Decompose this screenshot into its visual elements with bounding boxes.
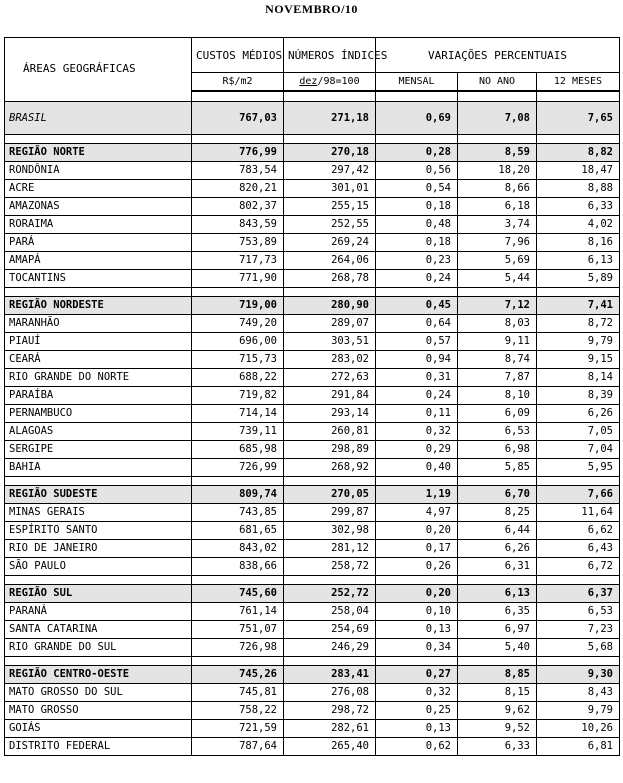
state-row	[5, 387, 620, 405]
area-name: BRASIL	[5, 102, 192, 135]
numero-indice: 298,72	[284, 702, 376, 720]
spacer-cell	[192, 576, 284, 585]
state-name: RORAIMA	[5, 216, 192, 234]
spacer-cell	[5, 135, 192, 144]
variacao-no-ano: 6,44	[458, 522, 537, 540]
variacao-no-ano: 6,13	[458, 585, 537, 603]
spacer-cell	[458, 576, 537, 585]
state-row	[5, 603, 620, 621]
variacao-12-meses: 5,89	[537, 270, 620, 288]
numero-indice: 303,51	[284, 333, 376, 351]
header-no-ano: NO ANO	[458, 73, 537, 92]
variacao-12-meses: 8,14	[537, 369, 620, 387]
state-name: AMAPÁ	[5, 252, 192, 270]
numero-indice: 252,55	[284, 216, 376, 234]
variacao-12-meses: 6,33	[537, 198, 620, 216]
region-row	[5, 486, 620, 504]
spacer-cell	[5, 288, 192, 297]
variacao-mensal: 0,18	[376, 234, 458, 252]
variacao-no-ano: 9,52	[458, 720, 537, 738]
state-name: DISTRITO FEDERAL	[5, 738, 192, 756]
variacao-mensal: 0,31	[376, 369, 458, 387]
spacer-cell	[5, 657, 192, 666]
variacao-12-meses: 10,26	[537, 720, 620, 738]
state-name: PARANÁ	[5, 603, 192, 621]
numero-indice: 291,84	[284, 387, 376, 405]
state-name: AMAZONAS	[5, 198, 192, 216]
variacao-12-meses: 8,39	[537, 387, 620, 405]
variacao-no-ano: 5,69	[458, 252, 537, 270]
spacer-cell	[458, 91, 537, 102]
cost-table	[4, 37, 620, 756]
variacao-mensal: 0,20	[376, 585, 458, 603]
table-body	[5, 91, 620, 756]
state-name: MARANHÃO	[5, 315, 192, 333]
custo-medio: 717,73	[192, 252, 284, 270]
state-row	[5, 369, 620, 387]
numero-indice: 293,14	[284, 405, 376, 423]
spacer-cell	[537, 576, 620, 585]
header-mensal: MENSAL	[376, 73, 458, 92]
variacao-mensal: 0,62	[376, 738, 458, 756]
custo-medio: 783,54	[192, 162, 284, 180]
variacao-12-meses: 7,66	[537, 486, 620, 504]
spacer-row	[5, 288, 620, 297]
variacao-no-ano: 6,09	[458, 405, 537, 423]
custo-medio: 743,85	[192, 504, 284, 522]
numero-indice: 270,05	[284, 486, 376, 504]
spacer-cell	[5, 477, 192, 486]
variacao-12-meses: 6,13	[537, 252, 620, 270]
state-name: PERNAMBUCO	[5, 405, 192, 423]
variacao-no-ano: 8,59	[458, 144, 537, 162]
state-row	[5, 252, 620, 270]
variacao-12-meses: 6,53	[537, 603, 620, 621]
spacer-cell	[192, 135, 284, 144]
header-row	[5, 38, 620, 73]
header-numeros-unit	[284, 73, 376, 92]
variacao-mensal: 0,17	[376, 540, 458, 558]
variacao-mensal: 0,32	[376, 684, 458, 702]
numero-indice: 268,92	[284, 459, 376, 477]
variacao-mensal: 0,34	[376, 639, 458, 657]
numero-indice: 298,89	[284, 441, 376, 459]
state-name: ESPÍRITO SANTO	[5, 522, 192, 540]
variacao-no-ano: 18,20	[458, 162, 537, 180]
variacao-12-meses: 7,23	[537, 621, 620, 639]
state-row	[5, 180, 620, 198]
state-row	[5, 522, 620, 540]
state-row	[5, 423, 620, 441]
custo-medio: 714,14	[192, 405, 284, 423]
variacao-12-meses: 6,43	[537, 540, 620, 558]
variacao-12-meses: 7,04	[537, 441, 620, 459]
spacer-cell	[376, 477, 458, 486]
variacao-12-meses: 8,43	[537, 684, 620, 702]
variacao-12-meses: 9,79	[537, 702, 620, 720]
state-row	[5, 234, 620, 252]
variacao-mensal: 0,28	[376, 144, 458, 162]
variacao-mensal: 0,32	[376, 423, 458, 441]
spacer-cell	[376, 657, 458, 666]
state-row	[5, 558, 620, 576]
spacer-cell	[284, 135, 376, 144]
custo-medio: 685,98	[192, 441, 284, 459]
numero-indice: 283,02	[284, 351, 376, 369]
numero-indice: 299,87	[284, 504, 376, 522]
variacao-no-ano: 8,15	[458, 684, 537, 702]
state-row	[5, 720, 620, 738]
state-row	[5, 639, 620, 657]
numero-indice: 301,01	[284, 180, 376, 198]
header-numeros-unit-base: /98=100	[317, 76, 360, 87]
spacer-cell	[376, 91, 458, 102]
header-numeros-unit-dez: dez	[299, 76, 318, 87]
state-row	[5, 459, 620, 477]
state-name: GOIÁS	[5, 720, 192, 738]
state-row	[5, 441, 620, 459]
numero-indice: 265,40	[284, 738, 376, 756]
numero-indice: 276,08	[284, 684, 376, 702]
variacao-no-ano: 6,26	[458, 540, 537, 558]
state-name: RONDÔNIA	[5, 162, 192, 180]
spacer-cell	[284, 576, 376, 585]
state-row	[5, 315, 620, 333]
spacer-cell	[458, 288, 537, 297]
numero-indice: 289,07	[284, 315, 376, 333]
spacer-cell	[5, 91, 192, 102]
spacer-cell	[284, 477, 376, 486]
region-row	[5, 297, 620, 315]
header-12-meses: 12 MESES	[537, 73, 620, 92]
numero-indice: 260,81	[284, 423, 376, 441]
custo-medio: 776,99	[192, 144, 284, 162]
custo-medio: 753,89	[192, 234, 284, 252]
variacao-no-ano: 6,98	[458, 441, 537, 459]
region-name: REGIÃO NORTE	[5, 144, 192, 162]
variacao-mensal: 0,13	[376, 621, 458, 639]
state-name: SANTA CATARINA	[5, 621, 192, 639]
numero-indice: 283,41	[284, 666, 376, 684]
header-numeros: NÚMEROS ÍNDICES	[284, 38, 376, 73]
variacao-mensal: 0,29	[376, 441, 458, 459]
custo-medio: 726,98	[192, 639, 284, 657]
variacao-12-meses: 8,88	[537, 180, 620, 198]
spacer-cell	[284, 657, 376, 666]
variacao-no-ano: 9,62	[458, 702, 537, 720]
custo-medio: 745,26	[192, 666, 284, 684]
variacao-no-ano: 8,10	[458, 387, 537, 405]
spacer-cell	[192, 657, 284, 666]
region-name: REGIÃO SUDESTE	[5, 486, 192, 504]
variacao-12-meses: 7,65	[537, 102, 620, 135]
variacao-mensal: 0,11	[376, 405, 458, 423]
spacer-cell	[537, 477, 620, 486]
variacao-mensal: 4,97	[376, 504, 458, 522]
variacao-no-ano: 7,96	[458, 234, 537, 252]
variacao-mensal: 0,94	[376, 351, 458, 369]
spacer-cell	[537, 288, 620, 297]
spacer-cell	[284, 288, 376, 297]
custo-medio: 681,65	[192, 522, 284, 540]
state-name: SERGIPE	[5, 441, 192, 459]
spacer-cell	[537, 135, 620, 144]
numero-indice: 252,72	[284, 585, 376, 603]
state-row	[5, 405, 620, 423]
state-row	[5, 162, 620, 180]
variacao-12-meses: 6,62	[537, 522, 620, 540]
region-row	[5, 144, 620, 162]
region-name: REGIÃO NORDESTE	[5, 297, 192, 315]
numero-indice: 282,61	[284, 720, 376, 738]
variacao-mensal: 0,27	[376, 666, 458, 684]
variacao-mensal: 0,18	[376, 198, 458, 216]
numero-indice: 254,69	[284, 621, 376, 639]
custo-medio: 719,82	[192, 387, 284, 405]
variacao-mensal: 0,45	[376, 297, 458, 315]
variacao-mensal: 0,40	[376, 459, 458, 477]
numero-indice: 270,18	[284, 144, 376, 162]
state-name: CEARÁ	[5, 351, 192, 369]
variacao-mensal: 0,20	[376, 522, 458, 540]
numero-indice: 269,24	[284, 234, 376, 252]
numero-indice: 255,15	[284, 198, 376, 216]
header-areas: ÁREAS GEOGRÁFICAS	[5, 38, 192, 92]
variacao-12-meses: 6,72	[537, 558, 620, 576]
variacao-no-ano: 6,53	[458, 423, 537, 441]
variacao-no-ano: 8,25	[458, 504, 537, 522]
custo-medio: 715,73	[192, 351, 284, 369]
spacer-cell	[537, 657, 620, 666]
state-name: MATO GROSSO	[5, 702, 192, 720]
spacer-cell	[376, 576, 458, 585]
numero-indice: 268,78	[284, 270, 376, 288]
variacao-no-ano: 5,44	[458, 270, 537, 288]
state-name: BAHIA	[5, 459, 192, 477]
variacao-no-ano: 5,40	[458, 639, 537, 657]
custo-medio: 688,22	[192, 369, 284, 387]
numero-indice: 246,29	[284, 639, 376, 657]
custo-medio: 767,03	[192, 102, 284, 135]
region-name: REGIÃO CENTRO-OESTE	[5, 666, 192, 684]
custo-medio: 726,99	[192, 459, 284, 477]
state-name: MATO GROSSO DO SUL	[5, 684, 192, 702]
custo-medio: 696,00	[192, 333, 284, 351]
variacao-12-meses: 9,30	[537, 666, 620, 684]
variacao-12-meses: 8,72	[537, 315, 620, 333]
variacao-mensal: 0,56	[376, 162, 458, 180]
variacao-no-ano: 8,85	[458, 666, 537, 684]
spacer-cell	[537, 91, 620, 102]
spacer-cell	[5, 576, 192, 585]
custo-medio: 820,21	[192, 180, 284, 198]
variacao-mensal: 1,19	[376, 486, 458, 504]
variacao-mensal: 0,24	[376, 270, 458, 288]
state-row	[5, 270, 620, 288]
region-row	[5, 666, 620, 684]
variacao-12-meses: 11,64	[537, 504, 620, 522]
state-row	[5, 540, 620, 558]
variacao-no-ano: 8,03	[458, 315, 537, 333]
variacao-mensal: 0,24	[376, 387, 458, 405]
numero-indice: 271,18	[284, 102, 376, 135]
numero-indice: 280,90	[284, 297, 376, 315]
custo-medio: 809,74	[192, 486, 284, 504]
spacer-cell	[458, 477, 537, 486]
state-name: RIO DE JANEIRO	[5, 540, 192, 558]
variacao-12-meses: 9,79	[537, 333, 620, 351]
variacao-mensal: 0,10	[376, 603, 458, 621]
spacer-cell	[192, 91, 284, 102]
variacao-no-ano: 5,85	[458, 459, 537, 477]
state-row	[5, 504, 620, 522]
spacer-cell	[284, 91, 376, 102]
variacao-no-ano: 6,70	[458, 486, 537, 504]
state-name: ACRE	[5, 180, 192, 198]
brasil-row	[5, 102, 620, 135]
custo-medio: 771,90	[192, 270, 284, 288]
custo-medio: 838,66	[192, 558, 284, 576]
variacao-mensal: 0,54	[376, 180, 458, 198]
custo-medio: 745,81	[192, 684, 284, 702]
numero-indice: 272,63	[284, 369, 376, 387]
state-name: MINAS GERAIS	[5, 504, 192, 522]
variacao-12-meses: 4,02	[537, 216, 620, 234]
numero-indice: 281,12	[284, 540, 376, 558]
spacer-cell	[458, 135, 537, 144]
spacer-cell	[376, 288, 458, 297]
variacao-no-ano: 6,31	[458, 558, 537, 576]
spacer-cell	[458, 657, 537, 666]
numero-indice: 258,04	[284, 603, 376, 621]
variacao-no-ano: 6,35	[458, 603, 537, 621]
variacao-12-meses: 7,05	[537, 423, 620, 441]
variacao-mensal: 0,13	[376, 720, 458, 738]
variacao-12-meses: 8,82	[537, 144, 620, 162]
state-name: PIAUÍ	[5, 333, 192, 351]
state-name: PARAÍBA	[5, 387, 192, 405]
numero-indice: 258,72	[284, 558, 376, 576]
spacer-row	[5, 477, 620, 486]
numero-indice: 297,42	[284, 162, 376, 180]
variacao-12-meses: 7,41	[537, 297, 620, 315]
state-row	[5, 621, 620, 639]
state-name: PARÁ	[5, 234, 192, 252]
variacao-no-ano: 6,33	[458, 738, 537, 756]
spacer-row	[5, 91, 620, 102]
custo-medio: 751,07	[192, 621, 284, 639]
state-row	[5, 684, 620, 702]
variacao-mensal: 0,64	[376, 315, 458, 333]
variacao-no-ano: 7,08	[458, 102, 537, 135]
custo-medio: 802,37	[192, 198, 284, 216]
spacer-cell	[192, 477, 284, 486]
variacao-mensal: 0,48	[376, 216, 458, 234]
variacao-no-ano: 8,74	[458, 351, 537, 369]
custo-medio: 739,11	[192, 423, 284, 441]
variacao-mensal: 0,57	[376, 333, 458, 351]
variacao-no-ano: 6,18	[458, 198, 537, 216]
custo-medio: 745,60	[192, 585, 284, 603]
variacao-no-ano: 9,11	[458, 333, 537, 351]
state-name: SÃO PAULO	[5, 558, 192, 576]
state-row	[5, 738, 620, 756]
state-row	[5, 198, 620, 216]
custo-medio: 843,59	[192, 216, 284, 234]
variacao-no-ano: 6,97	[458, 621, 537, 639]
variacao-mensal: 0,26	[376, 558, 458, 576]
state-row	[5, 351, 620, 369]
spacer-row	[5, 657, 620, 666]
region-row	[5, 585, 620, 603]
custo-medio: 749,20	[192, 315, 284, 333]
state-name: RIO GRANDE DO NORTE	[5, 369, 192, 387]
spacer-cell	[192, 288, 284, 297]
spacer-cell	[376, 135, 458, 144]
variacao-12-meses: 18,47	[537, 162, 620, 180]
region-name: REGIÃO SUL	[5, 585, 192, 603]
variacao-mensal: 0,23	[376, 252, 458, 270]
custo-medio: 758,22	[192, 702, 284, 720]
custo-medio: 719,00	[192, 297, 284, 315]
variacao-12-meses: 5,95	[537, 459, 620, 477]
state-name: TOCANTINS	[5, 270, 192, 288]
variacao-no-ano: 8,66	[458, 180, 537, 198]
header-variacoes: VARIAÇÕES PERCENTUAIS	[376, 38, 620, 73]
spacer-row	[5, 576, 620, 585]
numero-indice: 302,98	[284, 522, 376, 540]
state-row	[5, 702, 620, 720]
header-custos: CUSTOS MÉDIOS	[192, 38, 284, 73]
variacao-no-ano: 3,74	[458, 216, 537, 234]
custo-medio: 843,02	[192, 540, 284, 558]
variacao-12-meses: 9,15	[537, 351, 620, 369]
state-name: ALAGOAS	[5, 423, 192, 441]
custo-medio: 721,59	[192, 720, 284, 738]
custo-medio: 787,64	[192, 738, 284, 756]
variacao-mensal: 0,69	[376, 102, 458, 135]
page-title: NOVEMBRO/10	[265, 2, 358, 16]
variacao-mensal: 0,25	[376, 702, 458, 720]
custo-medio: 761,14	[192, 603, 284, 621]
variacao-12-meses: 5,68	[537, 639, 620, 657]
variacao-12-meses: 8,16	[537, 234, 620, 252]
state-row	[5, 216, 620, 234]
variacao-no-ano: 7,12	[458, 297, 537, 315]
numero-indice: 264,06	[284, 252, 376, 270]
variacao-12-meses: 6,37	[537, 585, 620, 603]
variacao-12-meses: 6,26	[537, 405, 620, 423]
header-custos-unit: R$/m2	[192, 73, 284, 92]
state-row	[5, 333, 620, 351]
state-name: RIO GRANDE DO SUL	[5, 639, 192, 657]
variacao-12-meses: 6,81	[537, 738, 620, 756]
variacao-no-ano: 7,87	[458, 369, 537, 387]
spacer-row	[5, 135, 620, 144]
